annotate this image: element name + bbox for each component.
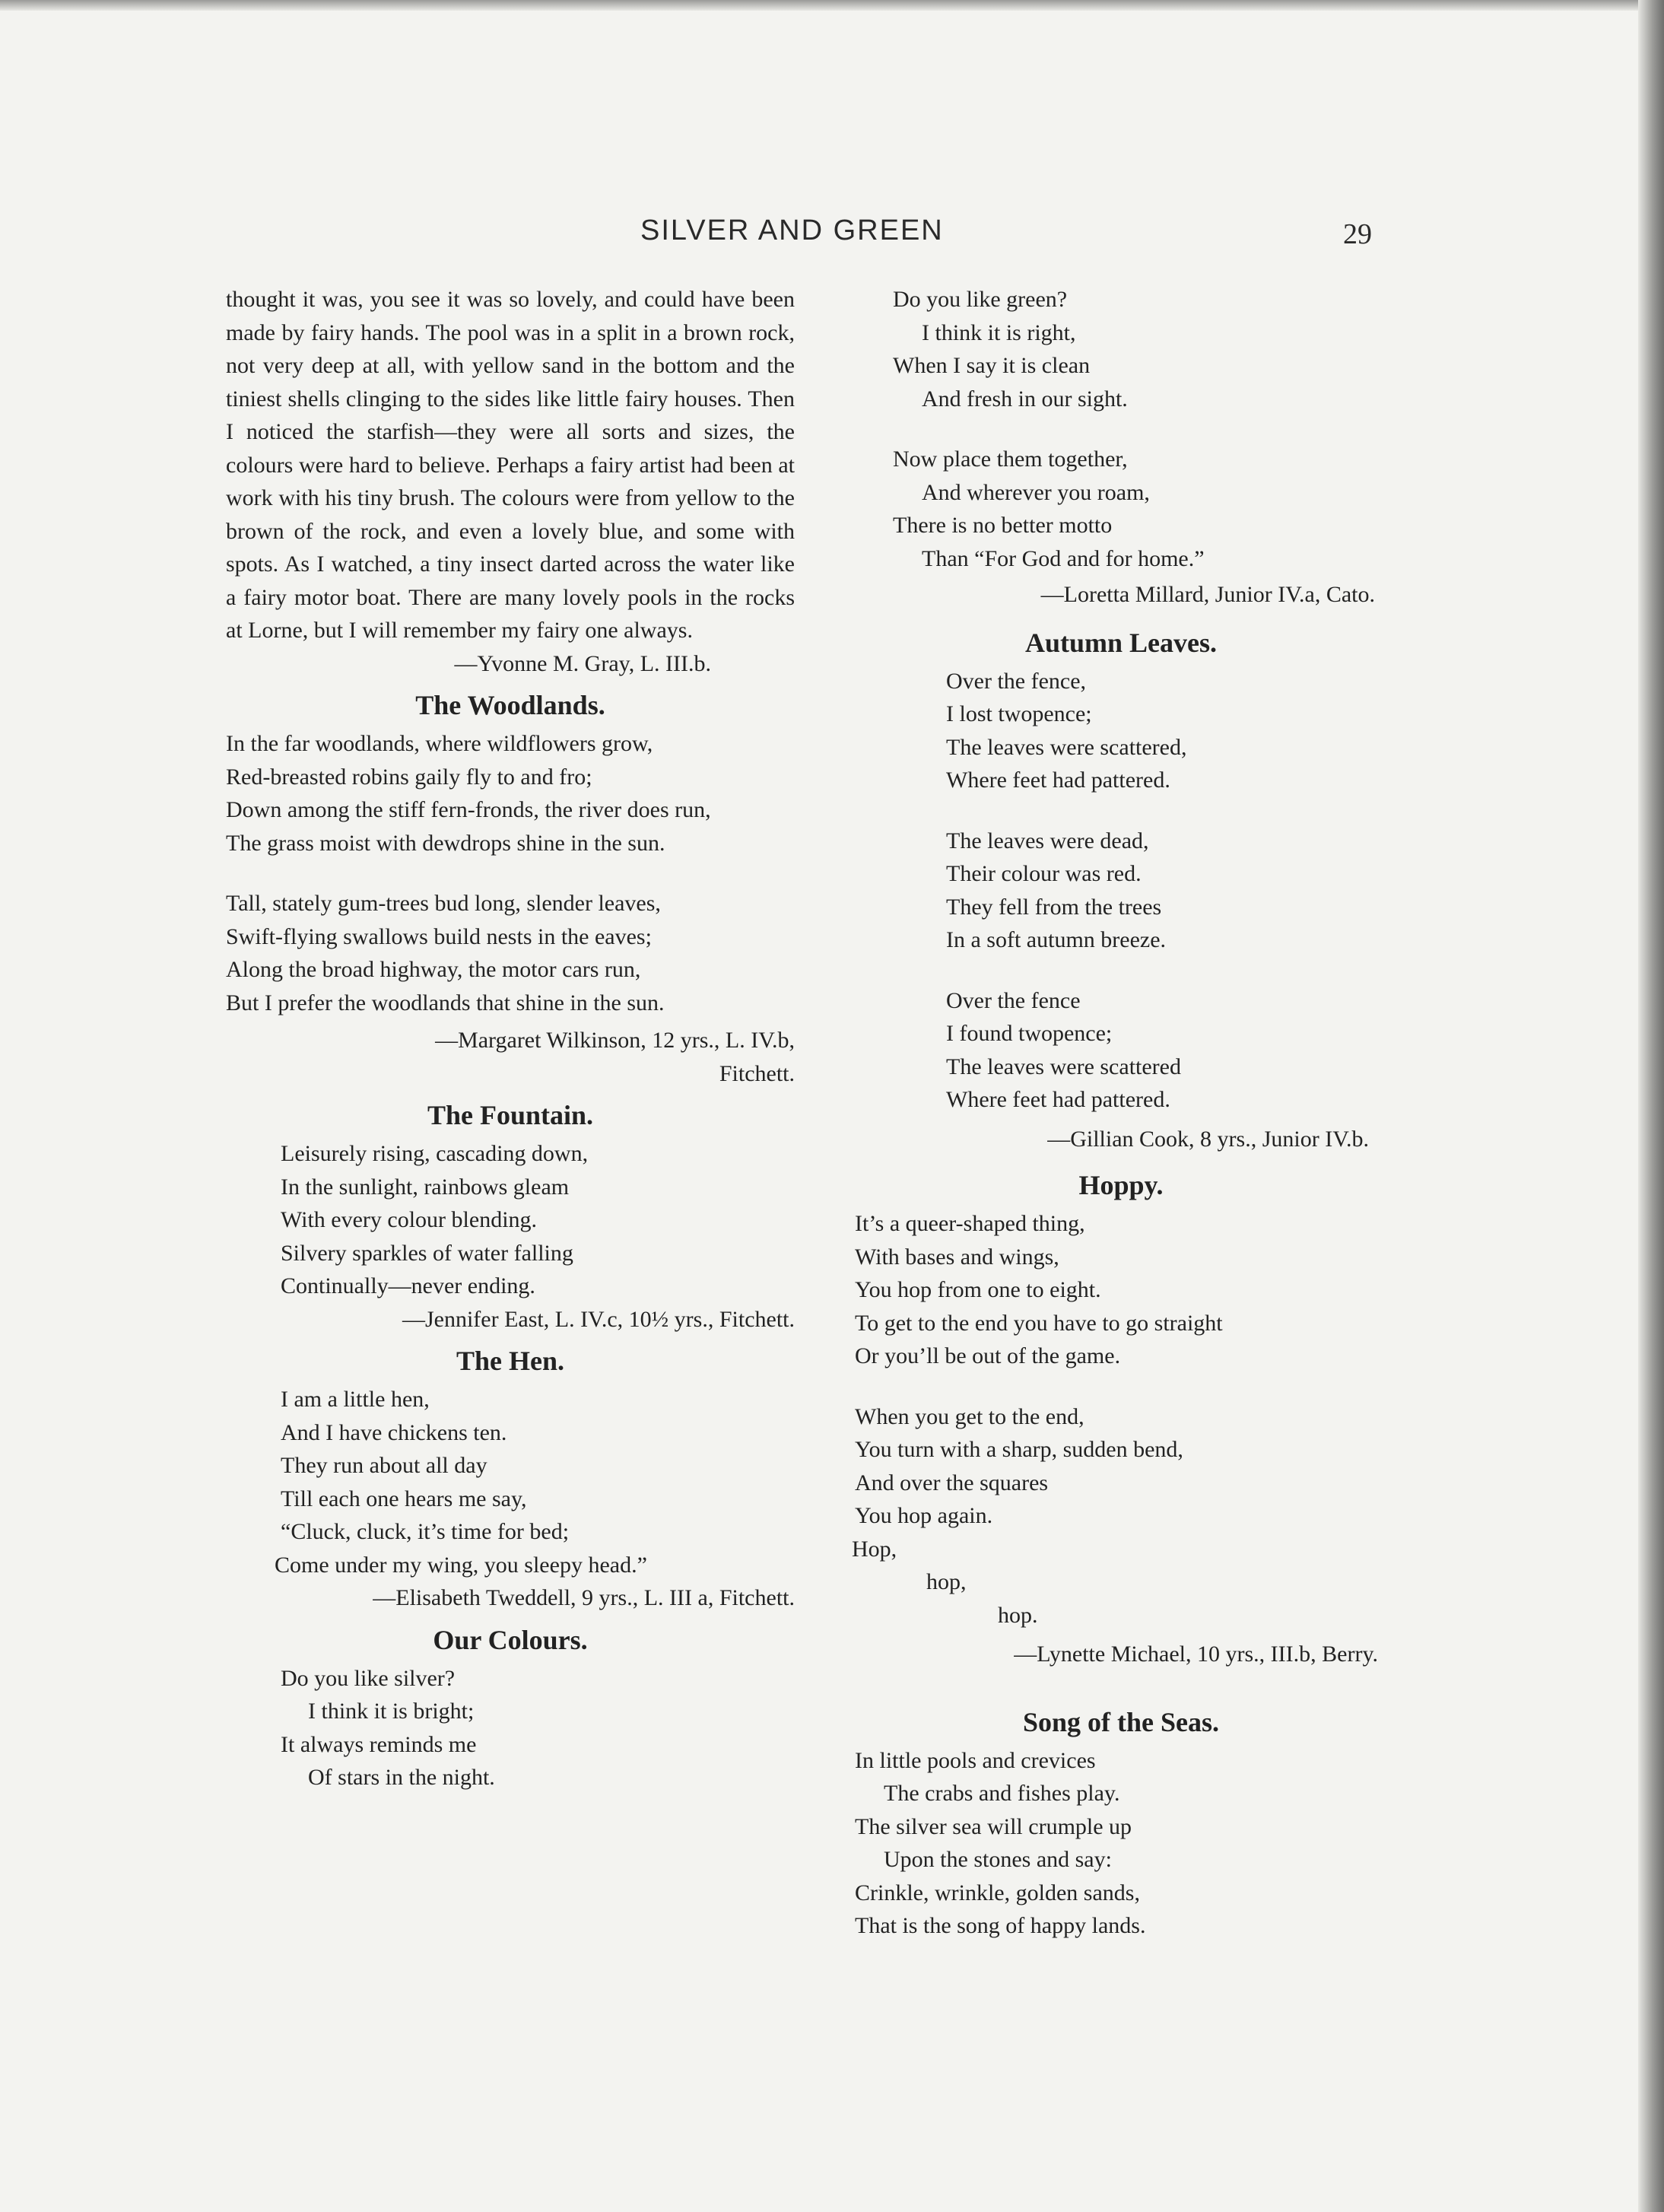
page-edge-shadow	[1638, 0, 1664, 2212]
poem-line: There is no better motto	[893, 513, 1113, 538]
hop-word-3: hop.	[998, 1602, 1038, 1628]
poem-line: That is the song of happy lands.	[855, 1913, 1146, 1938]
poem-line: The silver sea will crumple up	[855, 1813, 1132, 1839]
poem-line: In a soft autumn breeze.	[946, 927, 1167, 952]
woodlands-stanza	[226, 727, 795, 860]
woodlands-stanza	[226, 887, 795, 1019]
poem-line: Than “For God and for home.”	[922, 545, 1205, 571]
poem-line: Their colour was red.	[946, 861, 1142, 886]
poem-line: The leaves were scattered	[946, 1054, 1181, 1079]
fairy-pool-text: thought it was, you see it was so lovely, and could have been made by fairy hands. The pool was in a split in a brown rock, not very deep at all, with yellow sand in the bottom and the tiniest shells clinging to the sides like little fairy houses. Then I noticed the starfish—they were all sorts and sizes, the colours were hard to believe. Perhaps a fairy artist had been at work with his tiny brush. The colours were from yellow to the brown of the rock, and even a lovely blue, and some with spots. As I watched, a tiny insect darted across the water like a fairy motor boat. There are many lovely pools in the rocks at Lorne, but I will remember my fairy one always.	[226, 287, 795, 643]
poem-line: Upon the stones and say:	[884, 1847, 1112, 1872]
fountain-signature: —Jennifer East, L. IV.c, 10½ yrs., Fitchett.	[402, 1306, 795, 1332]
hoppy-stanza	[855, 1400, 1387, 1533]
poem-line: It’s a queer-shaped thing,	[855, 1211, 1085, 1236]
poem-line: In the sunlight, rainbows gleam	[281, 1174, 570, 1200]
hoppy-poem	[852, 1207, 1387, 1632]
poem-line: Now place them together,	[893, 447, 1128, 472]
poem-line: Tall, stately gum-trees bud long, slender leaves,	[226, 891, 661, 916]
poem-line: I think it is bright;	[308, 1699, 475, 1724]
poem-line: Of stars in the night.	[308, 1765, 495, 1790]
poem-line: Leisurely rising, cascading down,	[281, 1141, 589, 1166]
fountain-poem	[226, 1137, 795, 1303]
seas-title: Song of the Seas.	[1022, 1706, 1220, 1737]
fairy-pool-signature: —Yvonne M. Gray, L. III.b.	[454, 650, 711, 676]
poem-line: Come under my wing, you sleepy head.”	[275, 1552, 647, 1578]
poem-line: And I have chickens ten.	[281, 1419, 507, 1445]
poem-line: You hop again.	[855, 1503, 993, 1528]
poem-line: Over the fence	[946, 987, 1081, 1013]
hoppy-signature: —Lynette Michael, 10 yrs., III.b, Berry.	[1014, 1642, 1378, 1667]
colours-stanza	[893, 283, 1387, 415]
poem-line: Swift-flying swallows build nests in the eaves;	[226, 923, 652, 949]
autumn-stanza	[946, 825, 1387, 957]
colours-poem-continued	[855, 283, 1387, 575]
poem-line: But I prefer the woodlands that shine in the sun.	[226, 990, 665, 1015]
poem-line: Where feet had pattered.	[946, 768, 1170, 793]
hoppy-stanza	[855, 1207, 1387, 1373]
poem-line: Do you like silver?	[281, 1665, 456, 1691]
autumn-poem	[855, 665, 1387, 1117]
poem-line: “Cluck, cluck, it’s time for bed;	[281, 1519, 570, 1544]
woodlands-signature: —Margaret Wilkinson, 12 yrs., L. IV.b,	[435, 1028, 795, 1053]
colours-signature: —Loretta Millard, Junior IV.a, Cato.	[1040, 582, 1375, 607]
poem-line: The leaves were scattered,	[946, 734, 1187, 760]
page-number: 29	[1343, 218, 1372, 250]
page-top-edge	[0, 0, 1643, 11]
hen-poem	[226, 1383, 795, 1581]
poem-line: I am a little hen,	[281, 1387, 430, 1412]
colours-stanza	[893, 443, 1387, 575]
poem-line: And fresh in our sight.	[922, 386, 1128, 412]
poem-line: You hop from one to eight.	[855, 1277, 1101, 1302]
poem-line: Or you’ll be out of the game.	[855, 1343, 1121, 1368]
running-head: SILVER AND GREEN	[640, 215, 944, 246]
left-column	[226, 283, 795, 1794]
poem-line: In the far woodlands, where wildflowers grow,	[226, 731, 653, 756]
poem-line: Along the broad highway, the motor cars run,	[226, 957, 641, 982]
hop-word-1: Hop,	[852, 1536, 897, 1562]
poem-line: And over the squares	[855, 1470, 1049, 1495]
poem-line: When I say it is clean	[893, 353, 1091, 378]
poem-line: I lost twopence;	[946, 701, 1092, 726]
seas-poem	[855, 1744, 1387, 1943]
poem-line: The leaves were dead,	[946, 828, 1149, 853]
colours-poem	[226, 1662, 795, 1794]
poem-line: In little pools and crevices	[855, 1747, 1096, 1773]
poem-line: It always reminds me	[281, 1731, 477, 1757]
woodlands-signature-house: Fitchett.	[719, 1060, 795, 1086]
autumn-stanza	[946, 984, 1387, 1117]
poem-line: With bases and wings,	[855, 1244, 1059, 1270]
poem-line: Red-breasted robins gaily fly to and fro;	[226, 764, 592, 790]
poem-line: They run about all day	[281, 1453, 487, 1478]
poem-line: Down among the stiff fern-fronds, the river does run,	[226, 797, 711, 822]
poem-line: I think it is right,	[922, 319, 1076, 345]
hen-signature: —Elisabeth Tweddell, 9 yrs., L. III a, Fitchett.	[373, 1585, 795, 1610]
hen-title: The Hen.	[456, 1346, 564, 1376]
poem-line: Over the fence,	[946, 668, 1087, 694]
poem-line: The grass moist with dewdrops shine in the sun.	[226, 830, 665, 856]
poem-line: They fell from the trees	[946, 894, 1162, 920]
poem-line: Crinkle, wrinkle, golden sands,	[855, 1880, 1140, 1905]
poem-line: You turn with a sharp, sudden bend,	[855, 1437, 1183, 1462]
hoppy-title: Hoppy.	[1078, 1170, 1164, 1200]
poem-line: The crabs and fishes play.	[884, 1781, 1120, 1806]
hop-word-2: hop,	[926, 1569, 967, 1594]
autumn-stanza	[946, 665, 1387, 797]
poem-line: Silvery sparkles of water falling	[281, 1240, 573, 1266]
right-column	[852, 283, 1387, 1943]
autumn-title: Autumn Leaves.	[1024, 627, 1218, 658]
autumn-signature: —Gillian Cook, 8 yrs., Junior IV.b.	[1047, 1126, 1369, 1152]
poem-line: When you get to the end,	[855, 1403, 1084, 1429]
poem-line: Where feet had pattered.	[946, 1087, 1170, 1112]
poem-line: To get to the end you have to go straight	[855, 1310, 1223, 1336]
poem-line: And wherever you roam,	[922, 479, 1150, 505]
fountain-title: The Fountain.	[427, 1100, 594, 1130]
poem-line: With every colour blending.	[281, 1207, 538, 1232]
poem-line: Do you like green?	[893, 287, 1068, 312]
colours-title: Our Colours.	[433, 1624, 588, 1655]
poem-line: I found twopence;	[946, 1021, 1113, 1046]
poem-line: Till each one hears me say,	[281, 1486, 527, 1511]
woodlands-title: The Woodlands.	[415, 690, 605, 720]
poem-line: Continually—never ending.	[281, 1273, 535, 1298]
